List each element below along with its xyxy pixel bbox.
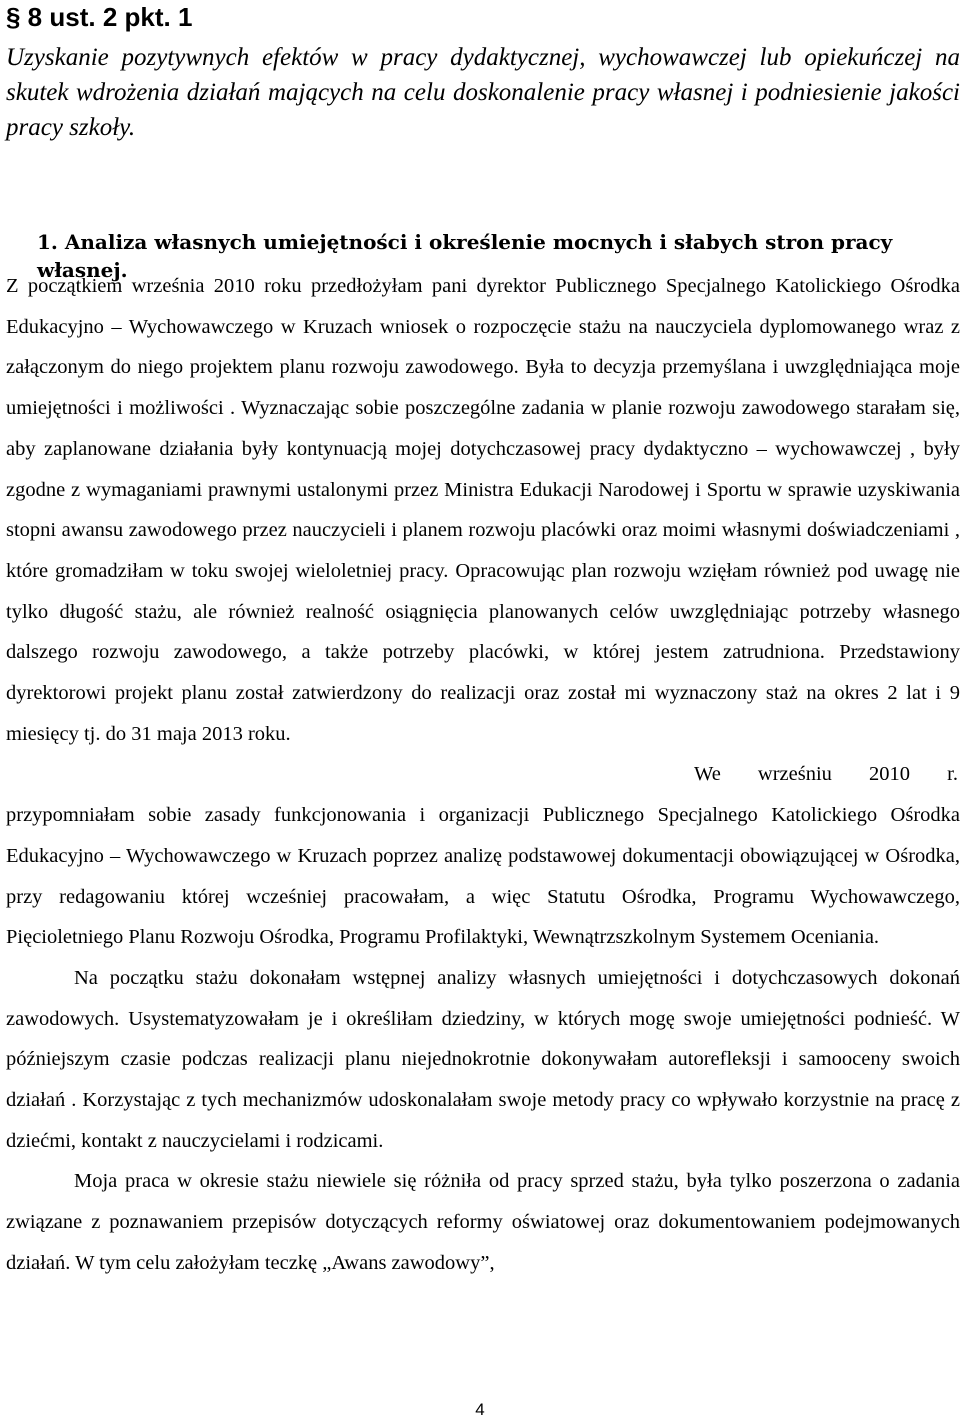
subsection-heading: 1. Analiza własnych umiejętności i określenie mocnych i słabych stron pracy własnej.	[37, 230, 893, 282]
body-text	[6, 266, 960, 1284]
page-number: 4	[475, 1400, 485, 1419]
paragraph-3: Na początku stażu dokonałam wstępnej analizy własnych umiejętności i dotychczasowych dokonań zawodowych. Usystematyzowałam je i określiłam dziedziny, w których mogę swoje umiejętności podnieść. W późniejszym czasie podczas realizacji planu niejednokrotnie dokonywałam autorefleksji i samooceny swoich działań . Korzystając z tych mechanizmów udoskonalałam swoje metody pracy co wpływało korzystnie na pracę z dziećmi, kontakt z nauczycielami i rodzicami.	[6, 966, 960, 1152]
paragraph-4: Moja praca w okresie stażu niewiele się różniła od pracy sprzed stażu, była tylko poszerzona o zadania związane z poznawaniem przepisów dotyczących reformy oświatowej oraz dokumentowaniem podejmowanych działań. W tym celu założyłam teczkę „Awans zawodowy”,	[6, 1170, 960, 1274]
date-line: We wrześniu 2010 r.	[693, 763, 958, 786]
paragraph-2: przypomniałam sobie zasady funkcjonowania i organizacji Publicznego Specjalnego Katolickiego Ośrodka Edukacyjno – Wychowawczego w Kruzach poprzez analizę podstawowej dokumentacji obowiązującej w Ośrodka, przy redagowaniu której wcześniej pracowałam, a więc Statutu Ośrodka, Programu Wychowawczego, Pięcioletniego Planu Rozwoju Ośrodka, Programu Profilaktyki, Wewnątrzszkolnym Systemem Oceniania.	[6, 804, 960, 949]
paragraph-1: Z początkiem września 2010 roku przedłożyłam pani dyrektor Publicznego Specjalnego Katolickiego Ośrodka Edukacyjno – Wychowawczego w Kruzach wniosek o rozpoczęcie stażu na nauczyciela dyplomowanego wraz z załączonym do niego projektem planu rozwoju zawodowego. Była to decyzja przemyślana i uwzględniająca moje umiejętności i możliwości . Wyznaczając sobie poszczególne zadania w planie rozwoju zawodowego starałam się, aby zaplanowane działania były kontynuacją mojej dotychczasowej pracy dydaktyczno – wychowawczej , były zgodne z wymaganiami prawnymi ustalonymi przez Ministra Edukacji Narodowej i Sportu w sprawie uzyskiwania stopni awansu zawodowego przez nauczycieli i planem rozwoju placówki oraz moimi własnymi doświadczeniami , które gromadziłam w toku swojej wieloletniej pracy. Opracowując plan rozwoju wzięłam również pod uwagę nie tylko długość stażu, ale również realność osiągnięcia planowanych celów uwzględniając potrzeby własnego dalszego rozwoju zawodowego, a także potrzeby placówki, w której jestem zatrudniona. Przedstawiony dyrektorowi projekt planu został zatwierdzony do realizacji oraz został mi wyznaczony staż na okres 2 lat i 9 miesięcy tj. do 31 maja 2013 roku.	[6, 275, 960, 745]
section-heading: § 8 ust. 2 pkt. 1	[6, 2, 193, 32]
section-intro: Uzyskanie pozytywnych efektów w pracy dydaktycznej, wychowawczej lub opiekuńczej na skutek wdrożenia działań mających na celu doskonalenie pracy własnej i podniesienie jakości pracy szkoły.	[6, 44, 960, 141]
